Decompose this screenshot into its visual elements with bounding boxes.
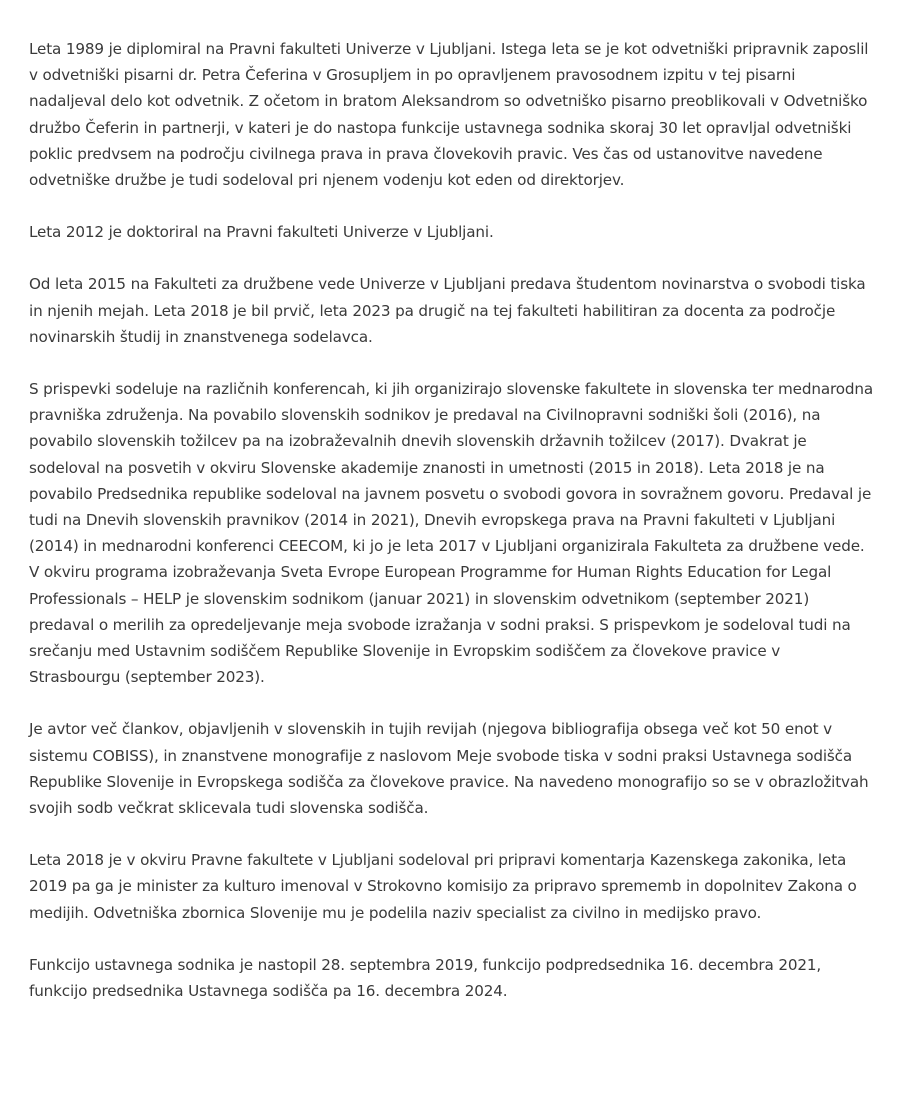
paragraph-appointments: Funkcijo ustavnega sodnika je nastopil 28. septembra 2019, funkcijo podpredsednika 16. decembra 2021, funkcijo predsednika Ustavnega sodišča pa 16. decembra 2024. <box>29 955 822 1001</box>
biography-article <box>29 36 874 1004</box>
paragraph-commissions: Leta 2018 je v okviru Pravne fakultete v Ljubljani sodeloval pri pripravi komentarja Kazenskega zakonika, leta 2019 pa ga je minister za kulturo imenoval v Strokovno komisijo za pripravo sprememb in dopolnitev Zakona o medijih. Odvetniška zbornica Slovenije mu je podelila naziv specialist za civilno in medijsko pravo. <box>29 851 857 922</box>
paragraph-doctorate: Leta 2012 je doktoriral na Pravni fakulteti Univerze v Ljubljani. <box>29 223 494 242</box>
paragraph-conferences: S prispevki sodeluje na različnih konferencah, ki jih organizirajo slovenske fakultete in slovenska ter mednarodna pravniška združenja. Na povabilo slovenskih sodnikov je predaval na Civilnopravni sodniški šoli (2016), na povabilo slovenskih tožilcev pa na izobraževalnih dnevih slovenskih državnih tožilcev (2017). Dvakrat je sodeloval na posvetih v okviru Slovenske akademije znanosti in umetnosti (2015 in 2018). Leta 2018 je na povabilo Predsednika republike sodeloval na javnem posvetu o svobodi govora in sovražnem govoru. Predaval je tudi na Dnevih slovenskih pravnikov (2014 in 2021), Dnevih evropskega prava na Pravni fakulteti v Ljubljani (2014) in mednarodni konferenci CEECOM, ki jo je leta 2017 v Ljubljani organizirala Fakulteta za družbene vede. V okviru programa izobraževanja Sveta Evrope European Programme for Human Rights Education for Legal Professionals – HELP je slovenskim sodnikom (januar 2021) in slovenskim odvetnikom (september 2021) predaval o merilih za opredeljevanje meja svobode izražanja v sodni praksi. S prispevkom je sodeloval tudi na srečanju med Ustavnim sodiščem Republike Slovenije in Evropskim sodiščem za človekove pravice v Strasbourgu (september 2023). <box>29 380 874 687</box>
paragraph-teaching: Od leta 2015 na Fakulteti za družbene vede Univerze v Ljubljani predava študentom novinarstva o svobodi tiska in njenih mejah. Leta 2018 je bil prvič, leta 2023 pa drugič na tej fakulteti habilitiran za docenta za področje novinarskih študij in znanstvenega sodelavca. <box>29 275 866 346</box>
paragraph-publications: Je avtor več člankov, objavljenih v slovenskih in tujih revijah (njegova bibliografija obsega več kot 50 enot v sistemu COBISS), in znanstvene monografije z naslovom Meje svobode tiska v sodni praksi Ustavnega sodišča Republike Slovenije in Evropskega sodišča za človekove pravice. Na navedeno monografijo so se v obrazložitvah svojih sodb večkrat sklicevala tudi slovenska sodišča. <box>29 720 869 818</box>
paragraph-education: Leta 1989 je diplomiral na Pravni fakulteti Univerze v Ljubljani. Istega leta se je kot odvetniški pripravnik zaposlil v odvetniški pisarni dr. Petra Čeferina v Grosupljem in po opravljenem pravosodnem izpitu v tej pisarni nadaljeval delo kot odvetnik. Z očetom in bratom Aleksandrom so odvetniško pisarno preoblikovali v Odvetniško družbo Čeferin in partnerji, v kateri je do nastopa funkcije ustavnega sodnika skoraj 30 let opravljal odvetniški poklic predvsem na področju civilnega prava in prava človekovih pravic. Ves čas od ustanovitve navedene odvetniške družbe je tudi sodeloval pri njenem vodenju kot eden od direktorjev. <box>29 40 869 190</box>
